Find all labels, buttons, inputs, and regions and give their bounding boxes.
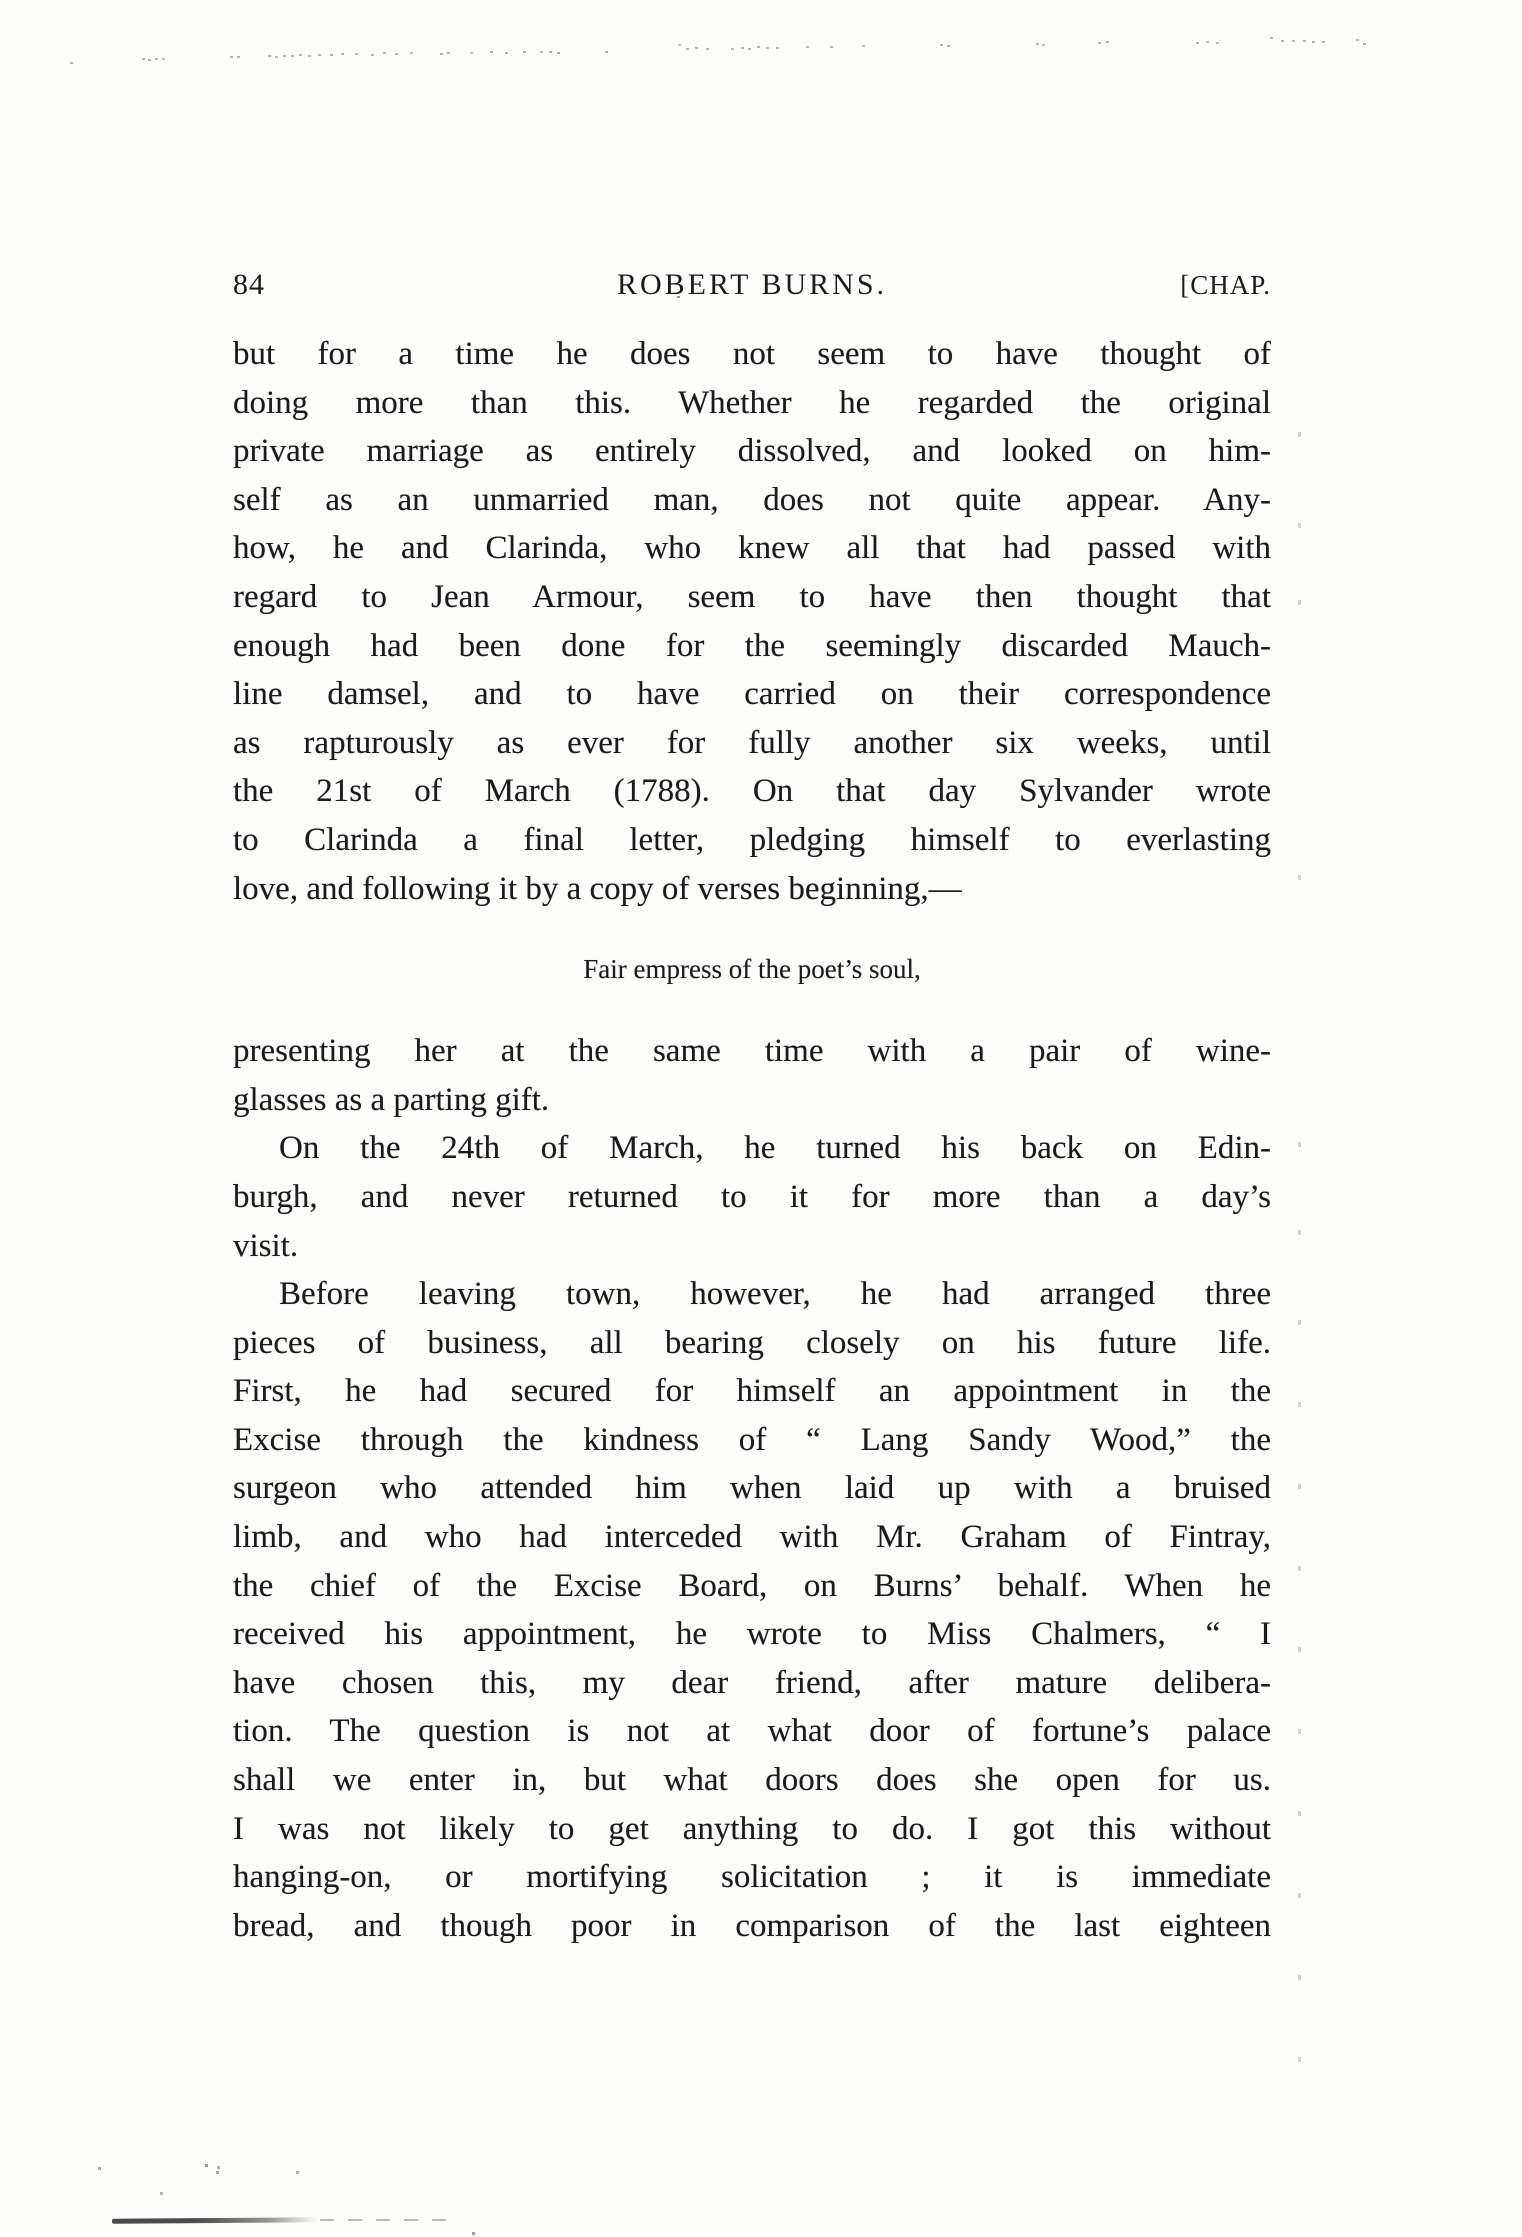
page-number: 84 [233, 268, 265, 301]
text-line: self as an unmarried man, does not quite appear. Any- [233, 481, 1271, 518]
text-line: First, he had secured for himself an appointment in the [233, 1373, 1271, 1410]
chapter-marker: [CHAP. [1180, 270, 1271, 300]
text-line: doing more than this. Whether he regarded the original [233, 384, 1271, 421]
text-line: pieces of business, all bearing closely on his future life. [233, 1324, 1271, 1361]
text-line: to Clarinda a final letter, pledging himself to everlasting [233, 821, 1271, 858]
text-line: tion. The question is not at what door of fortune’s palace [233, 1713, 1271, 1750]
text-line: presenting her at the same time with a pair of wine- [233, 1033, 1271, 1070]
text-line: glasses as a parting gift. [233, 1081, 550, 1118]
scan-smudge-bottom [112, 2217, 318, 2223]
text-line: how, he and Clarinda, who knew all that had passed with [233, 530, 1271, 567]
text-line: limb, and who had interceded with Mr. Graham of Fintray, [233, 1519, 1271, 1556]
text-line: but for a time he does not seem to have thought of [233, 336, 1271, 372]
page-body [233, 330, 1271, 1950]
scan-noise-right-margin [1298, 0, 1301, 5]
text-line: the chief of the Excise Board, on Burns’ behalf. When he [233, 1567, 1271, 1604]
text-line: burgh, and never returned to it for more than a day’s [233, 1178, 1271, 1215]
text-line: enough had been done for the seemingly discarded Mauch- [233, 627, 1271, 664]
text-line: visit. [233, 1227, 299, 1264]
verse-line: Fair empress of the poet’s soul, [583, 954, 921, 985]
text-line: On the 24th of March, he turned his back on Edin- [279, 1130, 1271, 1167]
text-line: hanging-on, or mortifying solicitation ; it is immediate [233, 1859, 1271, 1896]
scan-noise-bottom [0, 0, 3, 3]
running-header [233, 268, 1271, 306]
text-line: line damsel, and to have carried on their correspondence [233, 676, 1271, 713]
running-title: ROBERT BURNS. [616, 268, 888, 301]
text-line: surgeon who attended him when laid up with a bruised [233, 1470, 1271, 1507]
text-line: received his appointment, he wrote to Miss Chalmers, “ I [233, 1616, 1271, 1653]
text-line: have chosen this, my dear friend, after mature delibera- [233, 1664, 1271, 1701]
text-line: private marriage as entirely dissolved, and looked on him- [233, 433, 1271, 470]
text-line: regard to Jean Armour, seem to have then thought that [233, 578, 1271, 615]
text-line: bread, and though poor in comparison of the last eighteen [233, 1907, 1271, 1944]
text-line: love, and following it by a copy of verses beginning,— [233, 870, 962, 907]
scan-smudge-bottom-tail [320, 2219, 450, 2221]
text-line: Before leaving town, however, he had arranged three [279, 1276, 1271, 1313]
text-line: Excise through the kindness of “ Lang Sandy Wood,” the [233, 1421, 1271, 1458]
text-column [233, 268, 1271, 1950]
text-line: shall we enter in, but what doors does she open for us. [233, 1762, 1271, 1799]
text-line: I was not likely to get anything to do. I got this without [233, 1810, 1271, 1847]
text-line: as rapturously as ever for fully another six weeks, until [233, 724, 1271, 761]
text-line: the 21st of March (1788). On that day Sylvander wrote [233, 773, 1271, 810]
